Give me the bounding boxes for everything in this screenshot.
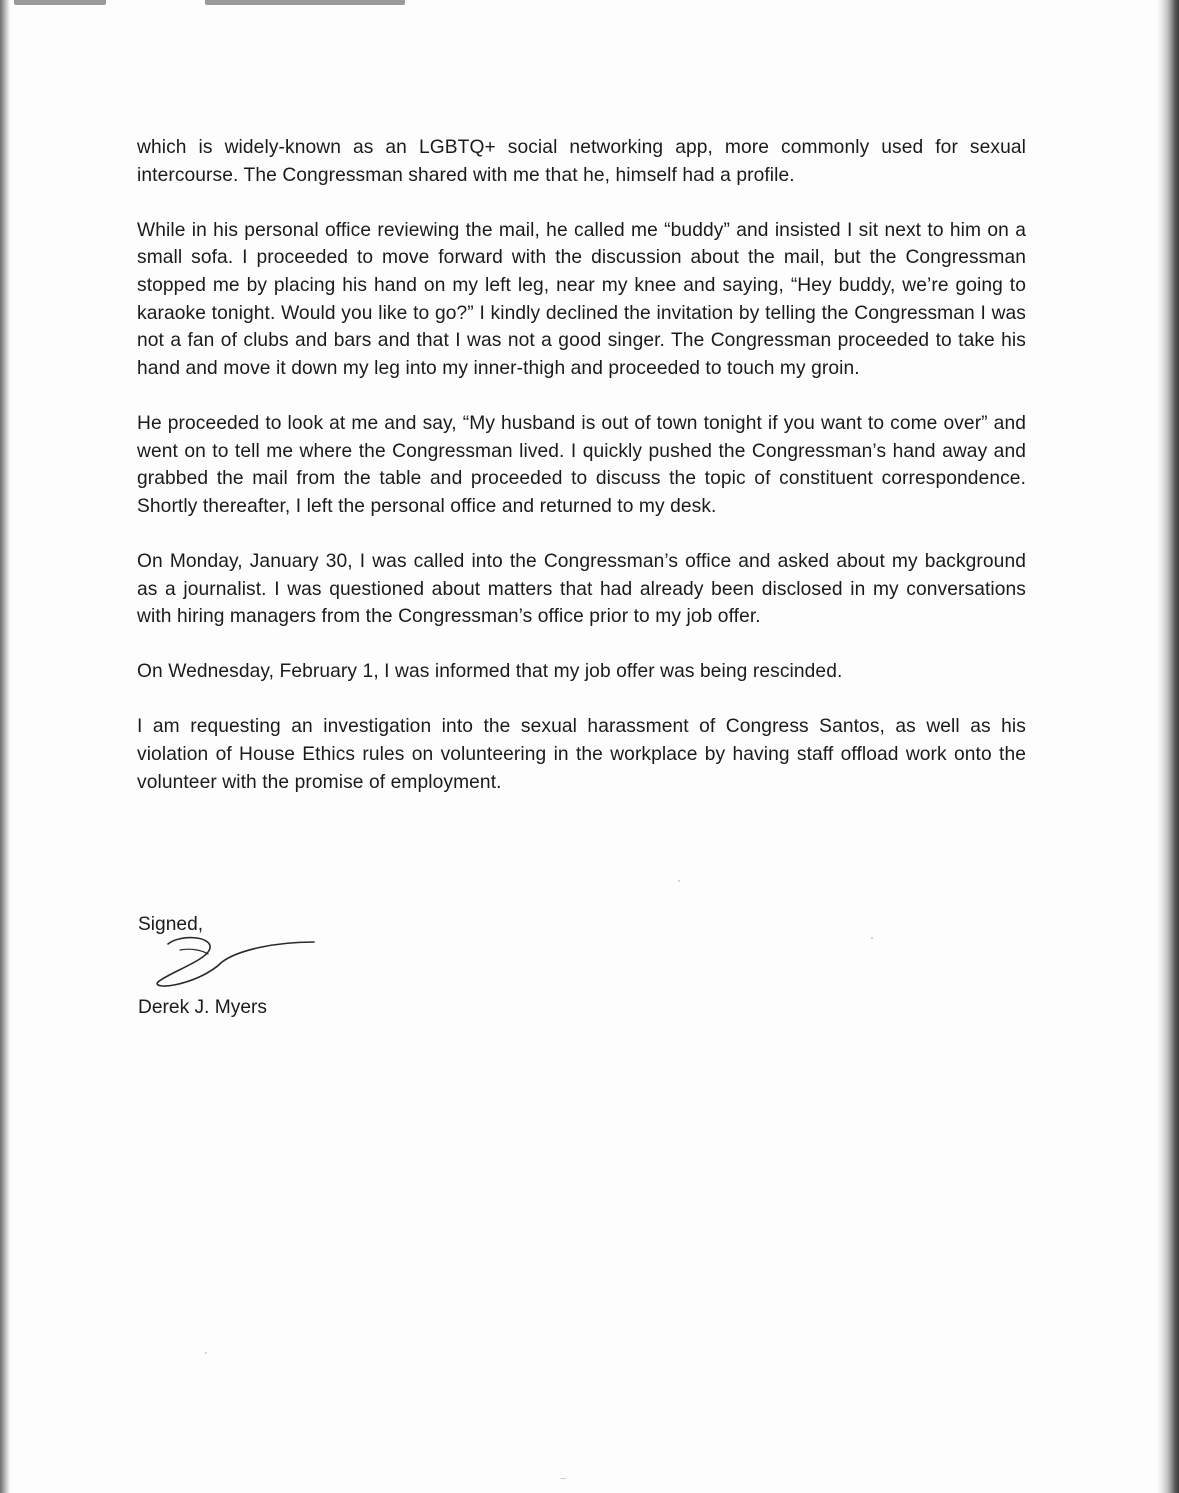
letter-paragraph: He proceeded to look at me and say, “My husband is out of town tonight if you want to come over” and went on to tell me where the Congressman lived. I quickly pushed the Congressman’s hand away and grabbed the mail from the table and proceeded to discuss the topic of constituent correspondence. Shortly thereafter, I left the personal office and returned to my desk. <box>137 412 1026 517</box>
page-left-edge-shadow <box>0 0 10 1493</box>
letter-paragraph: While in his personal office reviewing the mail, he called me “buddy” and insisted I sit next to him on a small sofa. I proceeded to move forward with the discussion about the mail, but the Congressman stopped me by placing his hand on my left leg, near my knee and saying, “Hey buddy, we’re going to karaoke tonight. Would you like to go?” I kindly declined the invitation by telling the Congressman I was not a fan of clubs and bars and that I was not a good singer. The Congressman proceeded to take his hand and move it down my leg into my inner-thigh and proceeded to touch my groin. <box>137 219 1026 379</box>
signer-name: Derek J. Myers <box>138 997 268 1018</box>
scan-speck <box>678 880 680 882</box>
letter-paragraph: On Wednesday, February 1, I was informed that my job offer was being rescinded. <box>137 661 843 683</box>
letter-body <box>137 134 1026 824</box>
page-right-edge-shadow <box>1157 0 1179 1493</box>
letter-paragraph: which is widely-known as an LGBTQ+ social networking app, more commonly used for sexual intercourse. The Congressman shared with me that he, himself had a profile. <box>137 137 1026 186</box>
letter-paragraph: I am requesting an investigation into the sexual harassment of Congress Santos, as well as his violation of House Ethics rules on volunteering in the workplace by having staff offload work onto the volunteer with the promise of employment. <box>137 716 1026 793</box>
handwritten-signature <box>150 930 320 990</box>
scan-speck <box>205 1352 207 1354</box>
closing-text: Signed, <box>138 914 204 935</box>
top-scan-artifact <box>205 0 405 5</box>
scan-speck <box>560 1478 566 1479</box>
top-scan-artifact <box>14 0 106 5</box>
scan-speck <box>871 937 873 939</box>
letter-paragraph: On Monday, January 30, I was called into the Congressman’s office and asked about my background as a journalist. I was questioned about matters that had already been disclosed in my conversations with hiring managers from the Congressman’s office prior to my job offer. <box>137 550 1026 628</box>
